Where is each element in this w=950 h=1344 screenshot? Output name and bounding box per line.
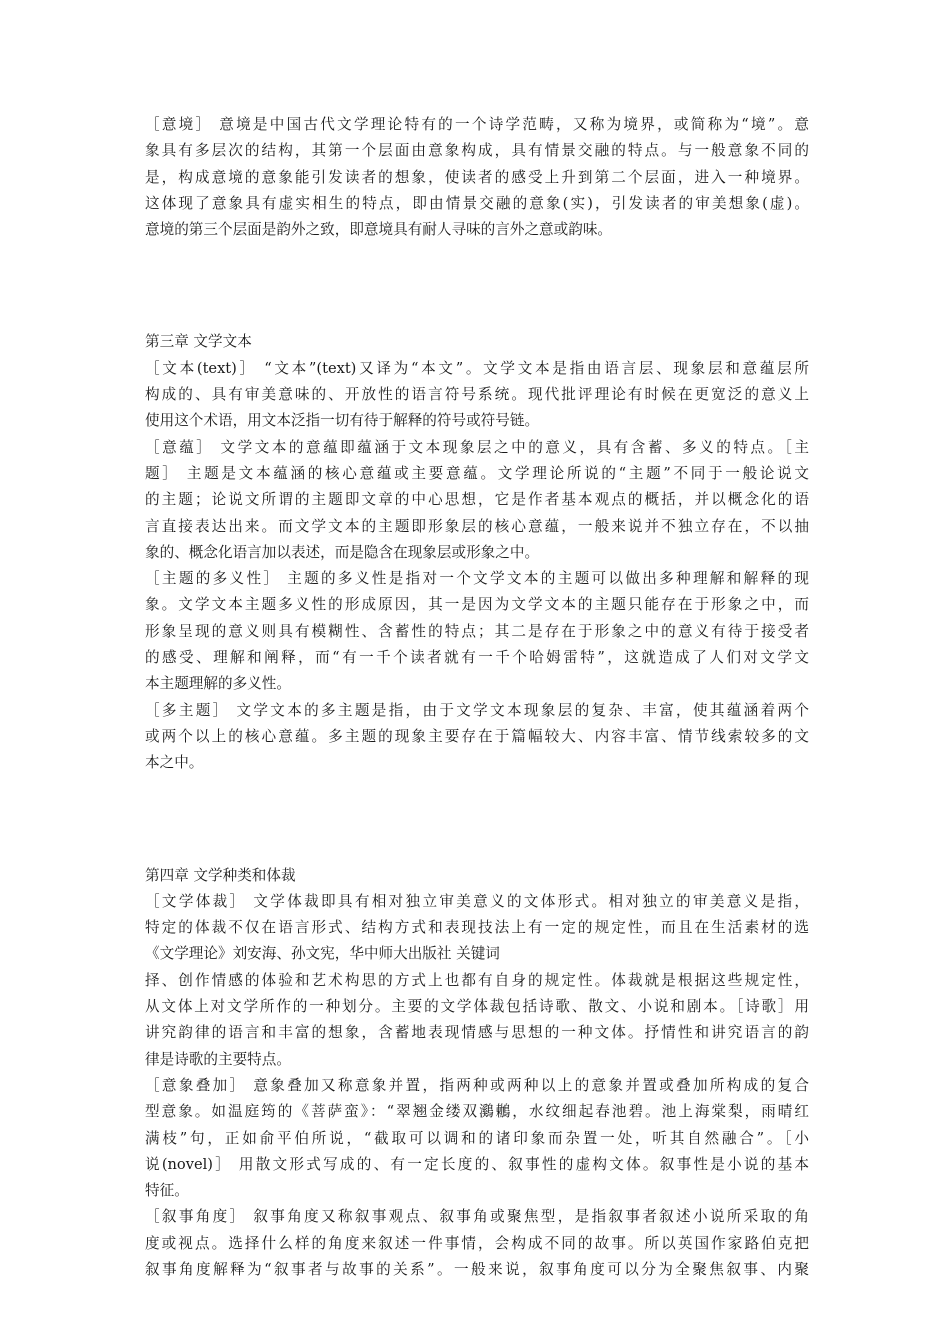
paragraph-line: ［叙事角度］ 叙事角度又称叙事观点、叙事角或聚焦型，是指叙事者叙述小说所采取的角 — [145, 1208, 809, 1226]
paragraph-line: 说(novel)］ 用散文形式写成的、有一定长度的、叙事性的虚构文体。叙事性是小说的基本 — [145, 1155, 809, 1173]
paragraph-line: 叙事角度解释为“叙事者与故事的关系”。一般来说，叙事角度可以分为全聚焦叙事、内聚 — [145, 1260, 809, 1278]
chapter-title: 第三章 文学文本 — [145, 333, 252, 351]
paragraph-line: 满枝”句，正如俞平伯所说，“截取可以调和的诸印象而杂置一处，听其自然融合”。［小 — [145, 1129, 809, 1147]
paragraph-line: 象具有多层次的结构，其第一个层面由意象构成，具有情景交融的特点。与一般意象不同的 — [145, 142, 809, 160]
paragraph-line: 本主题理解的多义性。 — [145, 675, 291, 693]
paragraph-line: 意境的第三个层面是韵外之致，即意境具有耐人寻味的言外之意或韵味。 — [145, 221, 613, 239]
spacer — [145, 243, 809, 329]
document-page — [145, 112, 809, 1283]
section-yijing — [145, 112, 809, 243]
paragraph-line: 型意象。如温庭筠的《菩萨蛮》：“翠翘金缕双鸂鶒，水纹细起春池碧。池上海棠梨，雨晴红 — [145, 1103, 809, 1121]
paragraph-line: 使用这个术语，用文本泛指一切有待于解释的符号或符号链。 — [145, 412, 540, 430]
paragraph-line: 讲究韵律的语言和丰富的想象，含蓄地表现情感与思想的一种文体。抒情性和讲究语言的韵 — [145, 1024, 809, 1042]
paragraph-line: ［意象叠加］ 意象叠加又称意象并置，指两种或两种以上的意象并置或叠加所构成的复合 — [145, 1076, 809, 1094]
paragraph-line: 构成的、具有审美意味的、开放性的语言符号系统。现代批评理论有时候在更宽泛的意义上 — [145, 386, 809, 404]
paragraph-line: 的主题；论说文所谓的主题即文章的中心思想，它是作者基本观点的概括，并以概念化的语 — [145, 491, 809, 509]
paragraph-line: 或两个以上的核心意蕴。多主题的现象主要存在于篇幅较大、内容丰富、情节线索较多的文 — [145, 727, 809, 745]
paragraph-line: ［主题的多义性］ 主题的多义性是指对一个文学文本的主题可以做出多种理解和解释的现 — [145, 570, 809, 588]
paragraph-line: 形象呈现的意义则具有模糊性、含蓄性的特点；其二是存在于形象之中的意义有待于接受者 — [145, 622, 809, 640]
paragraph-line: 本之中。 — [145, 754, 204, 772]
chapter-title: 第四章 文学种类和体裁 — [145, 866, 296, 884]
paragraph-line: 象的、概念化语言加以表述，而是隐含在现象层或形象之中。 — [145, 543, 540, 561]
paragraph-line: 择、创作情感的体验和艺术构思的方式上也都有自身的规定性。体裁就是根据这些规定性， — [145, 971, 809, 989]
paragraph-line: 这体现了意象具有虚实相生的特点，即由情景交融的意象(实)，引发读者的审美想象(虚)。 — [145, 194, 809, 212]
chapter-4 — [145, 863, 809, 1284]
chapter-3 — [145, 329, 809, 776]
paragraph-line: 从文体上对文学所作的一种划分。主要的文学体裁包括诗歌、散文、小说和剧本。［诗歌］用 — [145, 998, 809, 1016]
paragraph-line: ［文学体裁］ 文学体裁即具有相对独立审美意义的文体形式。相对独立的审美意义是指， — [145, 892, 809, 910]
paragraph-line: 的感受、理解和阐释，而“有一千个读者就有一千个哈姆雷特”，这就造成了人们对文学文 — [145, 649, 809, 667]
paragraph-line: 度或视点。选择什么样的角度来叙述一件事情，会构成不同的故事。所以英国作家路伯克把 — [145, 1234, 809, 1252]
paragraph-line: 言直接表达出来。而文学文本的主题即形象层的核心意蕴，一般来说并不独立存在，不以抽 — [145, 517, 809, 535]
paragraph-line: 象。文学文本主题多义性的形成原因，其一是因为文学文本的主题只能存在于形象之中，而 — [145, 596, 809, 614]
spacer — [145, 777, 809, 863]
paragraph-line: 是，构成意境的意象能引发读者的想象，使读者的感受上升到第二个层面，进入一种境界。 — [145, 168, 809, 186]
paragraph-line: ［意蕴］ 文学文本的意蕴即蕴涵于文本现象层之中的意义，具有含蓄、多义的特点。［主 — [145, 438, 809, 456]
paragraph-line: 特定的体裁不仅在语言形式、结构方式和表现技法上有一定的规定性，而且在生活素材的选 — [145, 919, 809, 937]
paragraph-line: 题］ 主题是文本蕴涵的核心意蕴或主要意蕴。文学理论所说的“主题”不同于一般论说文 — [145, 464, 809, 482]
header-note-line: 《文学理论》刘安海、孙文宪，华中师大出版社 关键词 — [145, 945, 500, 963]
paragraph-line: 特征。 — [145, 1182, 189, 1200]
paragraph-line: ［文本(text)］ “文本”(text)又译为“本文”。文学文本是指由语言层、现象层和意蕴层所 — [145, 359, 809, 377]
paragraph-line: 律是诗歌的主要特点。 — [145, 1050, 291, 1068]
paragraph-line: ［意境］ 意境是中国古代文学理论特有的一个诗学范畴，又称为境界，或简称为“境”。意 — [145, 116, 809, 133]
paragraph-line: ［多主题］ 文学文本的多主题是指，由于文学文本现象层的复杂、丰富，使其蕴涵着两个 — [145, 701, 809, 719]
